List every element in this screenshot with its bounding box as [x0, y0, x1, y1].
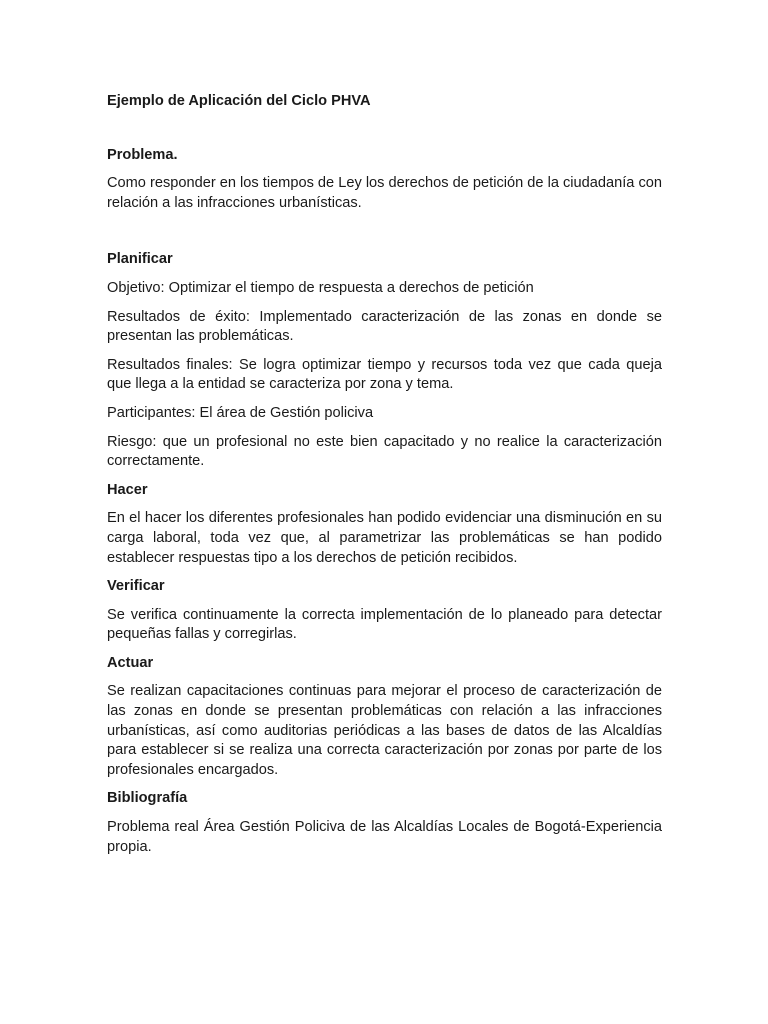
paragraph-hacer: En el hacer los diferentes profesionales han podido evidenciar una disminución en su carga laboral, toda vez que, al parametrizar las problemáticas se han podido establecer respuestas tipo a los derechos de petición recibidos.: [107, 510, 662, 566]
paragraph-participantes: Participantes: El área de Gestión policiva: [107, 404, 374, 421]
heading-planificar: Planificar: [107, 251, 173, 268]
paragraph-riesgo: Riesgo: que un profesional no este bien capacitado y no realice la caracterización correctamente.: [107, 433, 662, 470]
paragraph-bibliografia: Problema real Área Gestión Policiva de las Alcaldías Locales de Bogotá-Experiencia propia.: [107, 819, 662, 855]
heading-actuar: Actuar: [107, 654, 154, 671]
paragraph-actuar: Se realizan capacitaciones continuas para mejorar el proceso de caracterización de las zonas en donde se presentan problemáticas con relación a las infracciones urbanísticas, así como auditorias periódicas a las bases de datos de las Alcaldías para establecer si se realiza una correcta caracterización por zonas por parte de los profesionales encargados.: [107, 683, 662, 778]
document-title: Ejemplo de Aplicación del Ciclo PHVA: [107, 93, 371, 109]
paragraph-resultados-exito: Resultados de éxito: Implementado caracterización de las zonas en donde se presentan las problemáticas.: [107, 308, 662, 345]
heading-problema: Problema.: [107, 146, 178, 163]
paragraph-objetivo: Objetivo: Optimizar el tiempo de respuesta a derechos de petición: [107, 279, 534, 296]
document-page: [107, 92, 662, 866]
heading-bibliografia: Bibliografía: [107, 790, 188, 807]
paragraph-resultados-finales: Resultados finales: Se logra optimizar tiempo y recursos toda vez que cada queja que llega a la entidad se caracteriza por zona y tema.: [107, 356, 662, 393]
heading-verificar: Verificar: [107, 578, 165, 595]
paragraph-problema: Como responder en los tiempos de Ley los derechos de petición de la ciudadanía con relación a las infracciones urbanísticas.: [107, 175, 662, 211]
heading-hacer: Hacer: [107, 481, 148, 498]
paragraph-verificar: Se verifica continuamente la correcta implementación de lo planeado para detectar pequeñas fallas y corregirlas.: [107, 606, 662, 643]
